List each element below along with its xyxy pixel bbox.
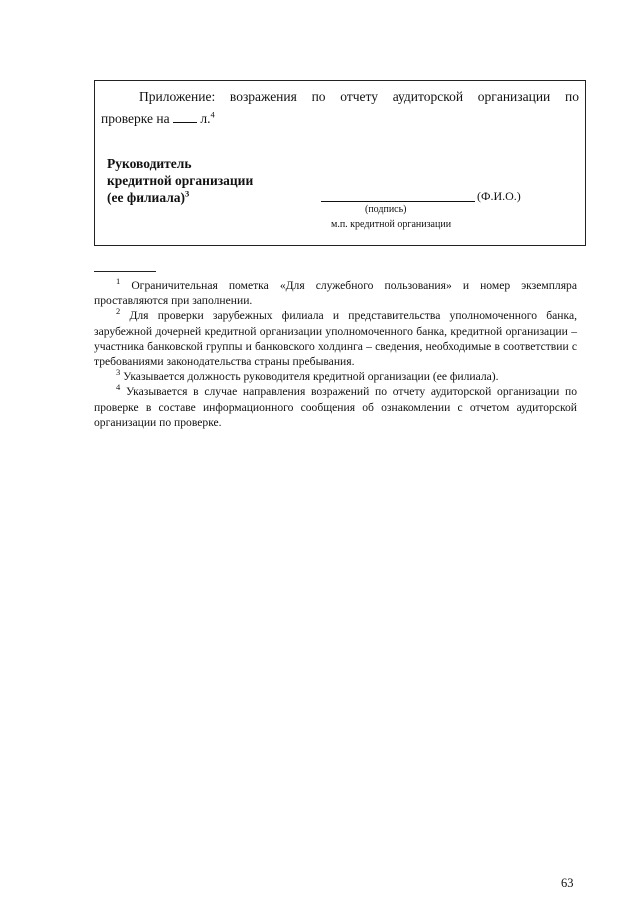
footnote-2-num: 2: [116, 306, 121, 317]
signature-caption: (подпись): [365, 204, 407, 215]
footnote-4-text: Указывается в случае направления возражений по отчету аудиторской организации по проверке в составе информационного сообщения об ознакомлении с отчетом аудиторской организации по проверке.: [94, 385, 577, 429]
stamp-caption: м.п. кредитной организации: [331, 219, 452, 230]
footnote-3: [94, 369, 577, 384]
footnotes: [94, 278, 577, 430]
footnote-4: [94, 384, 577, 430]
appendix-frame: [94, 80, 586, 246]
footnote-1-num: 1: [116, 276, 121, 287]
appendix-line-2-prefix: проверке на: [101, 111, 170, 126]
head-title-line-1: Руководитель: [107, 156, 192, 171]
appendix-line-1: Приложение: возражения по отчету аудиторской организации по: [139, 89, 579, 104]
footnote-4-num: 4: [116, 382, 121, 393]
head-title: [107, 155, 253, 206]
footnote-ref-3: 3: [185, 188, 190, 199]
footnote-2-text: Для проверки зарубежных филиала и представительства уполномоченного банка, зарубежной дочерней кредитной организации уполномоченного банка, кредитной организации – участника банковской группы и банковского холдинга – сведения, необходимые в соответствии с требованиями законодательства страны пребывания.: [94, 309, 578, 369]
head-title-line-3-wrap: [107, 189, 253, 206]
signature-line: [321, 201, 475, 202]
head-title-line-3: (ее филиала): [107, 190, 186, 205]
footnote-2: [94, 308, 577, 369]
head-title-line-2: кредитной организации: [107, 173, 254, 188]
footnote-ref-4: 4: [210, 109, 215, 120]
appendix-line-2: [101, 111, 215, 127]
footnote-1-text: Ограничительная пометка «Для служебного пользования» и номер экземпляра проставляются при заполнении.: [94, 279, 577, 308]
page-number: 63: [561, 876, 574, 890]
footnote-1: [94, 278, 577, 308]
appendix-line-2-suffix: л.: [196, 111, 211, 126]
footnote-3-num: 3: [116, 367, 121, 378]
fio-label: (Ф.И.О.): [477, 189, 521, 203]
pages-count-blank: [173, 111, 197, 123]
footnote-separator: [94, 271, 156, 272]
footnote-3-text: Указывается должность руководителя кредитной организации (ее филиала).: [123, 370, 499, 384]
